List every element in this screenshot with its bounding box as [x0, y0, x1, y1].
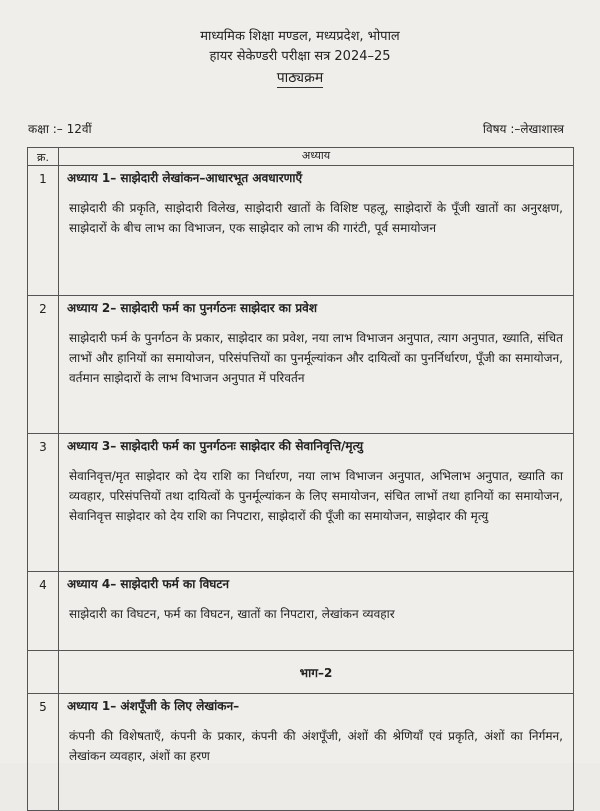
row-number: 3 [28, 434, 59, 572]
table-header-row [28, 148, 574, 166]
chapter-topics: साझेदारी की प्रकृति, साझेदारी विलेख, साझेदारी खातों के विशिष्ट पहलू, साझेदारों के पूँजी खातों का अनुरक्षण, साझेदारों के बीच लाभ का विभाजन, एक साझेदार को लाभ की गारंटी, पूर्व समायोजन [69, 201, 563, 235]
chapter-title: अध्याय 1– साझेदारी लेखांकन–आधारभूत अवधारणाएँ [67, 171, 303, 185]
subject-label: विषय :–लेखाशास्त्र [482, 122, 564, 136]
chapter-title: अध्याय 2– साझेदारी फर्म का पुनर्गठनः साझेदार का प्रवेश [67, 301, 317, 315]
col-header-chapter: अध्याय [59, 148, 574, 166]
chapter-topics: साझेदारी का विघटन, फर्म का विघटन, खातों का निपटारा, लेखांकन व्यवहार [69, 607, 395, 621]
part-title: भाग–2 [59, 651, 574, 694]
chapter-title: अध्याय 3– साझेदारी फर्म का पुनर्गठनः साझेदार की सेवानिवृत्ति/मृत्यु [67, 439, 364, 453]
exam-session: हायर सेकेण्डरी परीक्षा सत्र 2024–25 [209, 49, 391, 64]
row-number: 5 [28, 694, 59, 811]
chapter-cell [59, 572, 574, 651]
class-label: कक्षा :– 12वीं [28, 122, 92, 136]
chapter-cell [59, 434, 574, 572]
part-row-num-cell [28, 651, 59, 694]
table-row [28, 296, 574, 434]
chapter-topics: सेवानिवृत्त/मृत साझेदार को देय राशि का निर्धारण, नया लाभ विभाजन अनुपात, अभिलाभ अनुपात, ख्याति का व्यवहार, परिसंपत्तियों तथा दायित्वों के पुनर्मूल्यांकन के लिए समायोजन, संचित लाभों तथा हानियों का समायोजन, सेवानिवृत्त साझेदार को देय राशि का निपटारा, साझेदारों की पूँजी का समायोजन, साझेदार की मृत्यु [69, 469, 563, 523]
page-title [0, 68, 600, 87]
table-row [28, 166, 574, 296]
chapter-topics: कंपनी की विशेषताएँ, कंपनी के प्रकार, कंपनी की अंशपूँजी, अंशों की श्रेणियाँ एवं प्रकृति, अंशों का निर्गमन, लेखांकन व्यवहार, अंशों का हरण [69, 729, 563, 763]
table-row [28, 694, 574, 811]
table-row [28, 434, 574, 572]
col-header-num: क्र. [28, 148, 59, 166]
chapter-cell [59, 694, 574, 811]
row-number: 4 [28, 572, 59, 651]
row-number: 1 [28, 166, 59, 296]
part-row [28, 651, 574, 694]
syllabus-table [27, 147, 574, 811]
row-number: 2 [28, 296, 59, 434]
page-title-text: पाठ्यक्रम [276, 70, 324, 86]
chapter-title: अध्याय 1– अंशपूँजी के लिए लेखांकन– [67, 699, 240, 713]
chapter-cell [59, 296, 574, 434]
table-row [28, 572, 574, 651]
chapter-topics: साझेदारी फर्म के पुनर्गठन के प्रकार, साझेदार का प्रवेश, नया लाभ विभाजन अनुपात, त्याग अनुपात, ख्याति, संचित लाभों और हानियों का समायोजन, परिसंपत्तियों का पुनर्मूल्यांकन और दायित्वों का पुनर्निर्धारण, पूँजी का समायोजन, वर्तमान साझेदारों के लाभ विभाजन अनुपात में परिवर्तन [69, 331, 563, 385]
chapter-cell [59, 166, 574, 296]
board-name: माध्यमिक शिक्षा मण्डल, मध्यप्रदेश, भोपाल [200, 29, 400, 44]
chapter-title: अध्याय 4– साझेदारी फर्म का विघटन [67, 577, 230, 591]
